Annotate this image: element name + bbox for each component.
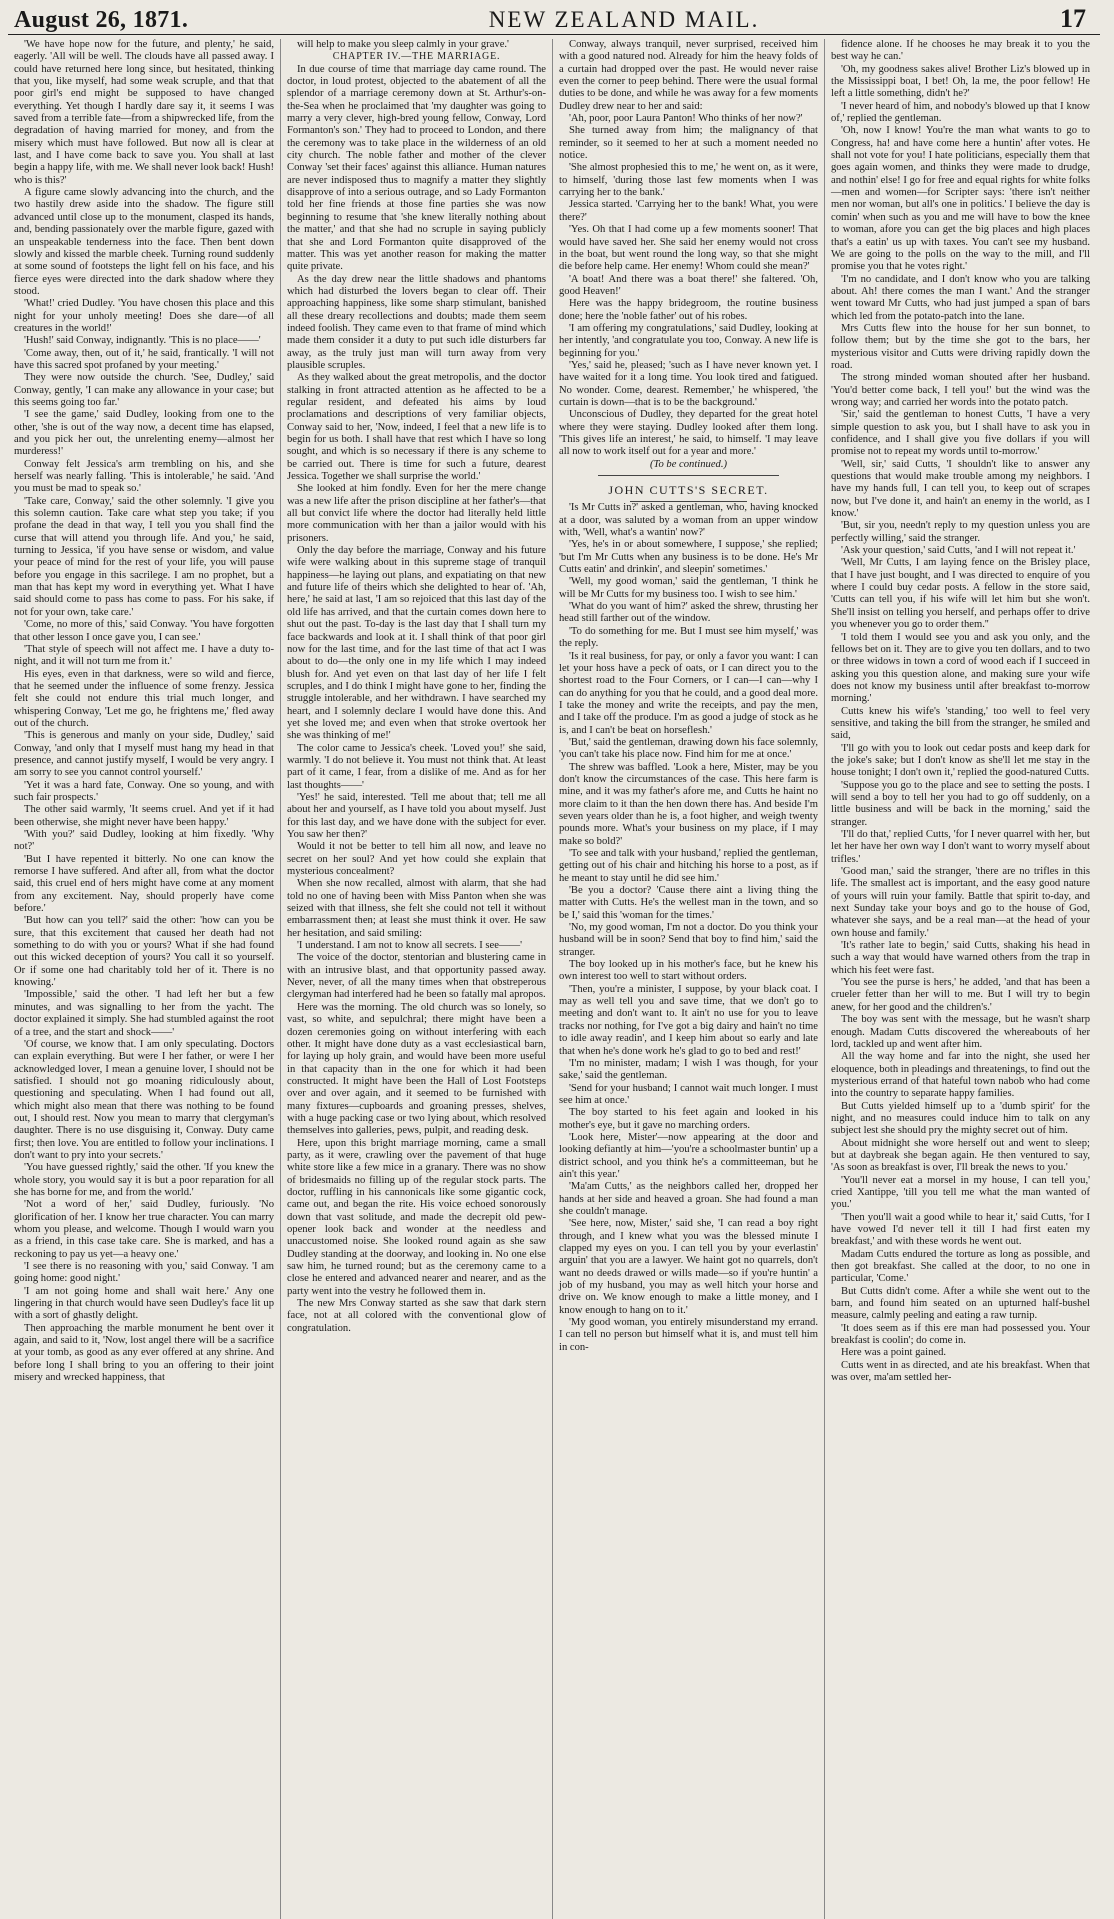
paragraph: 'I am not going home and shall wait here.' Any one lingering in that church would have seen Dudley's face lit up with a sort of ghastly delight. <box>14 1285 274 1322</box>
paragraph: Would it not be better to tell him all now, and leave no secret on her soul? And yet how could she explain that mysterious concealment? <box>287 841 546 878</box>
paragraph: 'I am offering my congratulations,' said Dudley, looking at her intently, 'and congratulate you too, Conway. A new life is beginning for you.' <box>559 322 818 359</box>
paragraph: fidence alone. If he chooses he may break it to you the best way he can.' <box>831 39 1090 63</box>
paragraph: 'Look here, Mister'—now appearing at the door and looking defiantly at him—'you're a schoolmaster buntin' up a district school, and you think he's a committeeman, but he ain't this year.' <box>559 1131 818 1180</box>
paragraph: 'Come away, then, out of it,' he said, frantically. 'I will not have this sacred spot profaned by your meeting.' <box>14 347 274 371</box>
paragraph: But Cutts yielded himself up to a 'dumb spirit' for the night, and no measures could induce him to talk on any subject lest she should pry the mighty secret out of him. <box>831 1100 1090 1137</box>
paragraph: The other said warmly, 'It seems cruel. And yet if it had been otherwise, she might never have been happy.' <box>14 804 274 828</box>
paragraph: 'Is Mr Cutts in?' asked a gentleman, who, having knocked at a door, was saluted by a woman from an upper window with, 'Well, what's a wantin' now?' <box>559 502 818 539</box>
columns-area <box>8 39 1100 1919</box>
paragraph: 'Come, no more of this,' said Conway. 'You have forgotten that other lesson I once gave you, I can see.' <box>14 619 274 643</box>
paragraph: She looked at him fondly. Even for her the mere change was a new life after the prison discipline at her father's—that all but convict life where the doctor had literally held little more communication with her than a jailor would with his prisoners. <box>287 483 546 544</box>
paragraph: Here was the morning. The old church was so lonely, so vast, so white, and sepulchral; there might have been a dozen ceremonies going on without interfering with each other. It might have done duty as a vast ecclesiastical barn, for laying up holy grain, and would have been more useful in that capacity than in the one for which it had been constructed. It might have been the Hall of Lost Footsteps over and over again, and it seemed to be furnished with many fixtures—cupboards and groaning presses, shelves, with a huge packing case or two lying about, which resolved themselves into galleries, pews, pulpit, and reading desk. <box>287 1001 546 1137</box>
paragraph: The new Mrs Conway started as she saw that dark stern face, not at all colored with the conventional glow of congratulation. <box>287 1298 546 1334</box>
paragraph: 'Well, my good woman,' said the gentleman, 'I think he will be Mr Cutts for my business too. I wish to see him.' <box>559 576 818 600</box>
paragraph: 'It's rather late to begin,' said Cutts, shaking his head in such a way that would have warned others from the trap in which his feet were fast. <box>831 940 1090 976</box>
masthead <box>8 4 1100 35</box>
paragraph: 'Yes,' said he, pleased; 'such as I have never known yet. I have waited for it a long time. You look tired and fatigued. No wonder. Come, dearest. Remember,' he whispered, 'the curtain is down—that is to be the background.' <box>559 359 818 408</box>
paragraph: 'Then you'll wait a good while to hear it,' said Cutts, 'for I have vowed I'd never tell it till I had first eaten my breakfast,' and with these words he went out. <box>831 1211 1090 1248</box>
paragraph: 'That style of speech will not affect me. I have a duty to-night, and it will not turn me from it.' <box>14 643 274 668</box>
paragraph: 'What!' cried Dudley. 'You have chosen this place and this night for your unholy meeting! Does she dare—of all creatures in the world!' <box>14 298 274 334</box>
paragraph: 'Ask your question,' said Cutts, 'and I will not repeat it.' <box>841 545 1076 557</box>
paragraph: 'Yet it was a hard fate, Conway. One so young, and with such fair prospects.' <box>14 779 274 803</box>
paragraph: 'I told them I would see you and ask you only, and the fellows bet on it. They are to give you ten dollars, and to two or three widows in town a cord of wood each if I succeed in asking you this question alone, and making sure your wife does not know my business until after breakfast to-morrow morning.' <box>831 631 1090 705</box>
paragraph: Cutts went in as directed, and ate his breakfast. When that was over, ma'am settled her- <box>831 1359 1090 1384</box>
column-1 <box>8 39 280 1919</box>
chapter-heading: CHAPTER IV.—THE MARRIAGE. <box>332 51 501 63</box>
paragraph: 'I understand. I am not to know all secrets. I see——' <box>297 940 523 952</box>
paragraph: She turned away from him; the malignancy of that reminder, so it seemed to her at such a moment needed no notice. <box>559 125 818 162</box>
paragraph: They were now outside the church. 'See, Dudley,' said Conway, gently, 'I can make any allowance in your case; but this seems going too far.' <box>14 372 274 408</box>
paragraph: will help to make you sleep calmly in your grave.' <box>297 39 509 50</box>
paragraph: 'Impossible,' said the other. 'I had left her but a few minutes, and was signalling to her from the yacht. The doctor explained it simply. She had stumbled against the root of a tree, and the start and shock——' <box>14 989 274 1038</box>
paragraph: The color came to Jessica's cheek. 'Loved you!' she said, warmly. 'I do not believe it. You must not think that. At least part of it came, I fear, from a dislike of me. And as for her last thoughts——' <box>287 742 546 791</box>
paragraph: 'I'm no minister, madam; I wish I was though, for your sake,' said the gentleman. <box>559 1057 818 1082</box>
paragraph: 'Then, you're a minister, I suppose, by your black coat. I may as well tell you and save time, that we don't go to meeting and don't want to. It ain't no use for you to leave tracks nor nothing, for I've got a big dairy and hain't no time to idle away readin', and I keep him about so early and late that when he's done work he's glad to go to bed and rest!' <box>559 983 818 1057</box>
paragraph: As they walked about the great metropolis, and the doctor stalking in front attracted attention as he affected to be a regular resident, and defeated his aims by loud proclamations and descriptions of very familiar objects, Conway said to her, 'Now, indeed, I feel that a new life is to begin for us both. I shall have that rest which I have so long sought, and which is so necessary if there is any scheme to be carried out. There is time for such a future, dearest Jessica. Together we shall surprise the world.' <box>287 372 546 483</box>
paragraph: 'What do you want of him?' asked the shrew, thrusting her head still farther out of the window. <box>559 601 818 625</box>
paragraph: The strong minded woman shouted after her husband. 'You'd better come back, I tell you!' but the wind was the wrong way; and carried her words into the potato patch. <box>831 372 1090 408</box>
paragraph: Madam Cutts endured the torture as long as possible, and then got breakfast. She called at the door, to no one in particular, 'Come.' <box>831 1248 1090 1285</box>
paragraph: The boy looked up in his mother's face, but he knew his own interest too well to start without orders. <box>559 959 818 983</box>
paragraph: 'Sir,' said the gentleman to honest Cutts, 'I have a very simple question to ask you, but I shall have to ask you in confidence, and I shall give you five dollars if you will promise not to repeat my words until to-morrow.' <box>831 409 1090 458</box>
story-title: JOHN CUTTS'S SECRET. <box>608 483 769 498</box>
paragraph: The voice of the doctor, stentorian and blustering came in with an intrusive blast, and that opportunity passed away. Never, never, of all the many times when that obstreperous clergyman had interfered had he been so fatally mal apropos. <box>287 952 546 1001</box>
paragraph: Jessica started. 'Carrying her to the bank! What, you were there?' <box>559 199 818 223</box>
paragraph: 'Well, Mr Cutts, I am laying fence on the Brisley place, that I have just bought, and I was directed to enquire of you where I could buy cedar posts. A fellow in the store said, 'Cutts can tell you, if his wife will let him but she won't. She'll insist on telling you herself, and perhaps offer to drive you whenever you go to order them.'' <box>831 557 1090 631</box>
paragraph: The shrew was baffled. 'Look a here, Mister, may be you don't know the circumstances of the case. This here farm is mine, and it was my father's afore me, and Cutts he haint no more claim to it than the hen down there has. And beside I'm seven years older than he is, a foot higher, and weigh twenty pounds more. What's your business on my place, if I may make so bold?' <box>559 761 818 847</box>
paragraph: 'Oh, now I know! You're the man what wants to go to Congress, ha! and have come here a huntin' after votes. He shall not vote for you! I hate politicians, especially them that goes again women, and thinks they were made to drudge, and nothin' else! I go for free and equal rights for white folks—men and women—for Scripter says: 'there isn't neither men nor woman, but all's one in politics.' I believe the day is comin' when such as you and me will have to bow the knee to woman, afore you can get the big places and high places that's a eatin' us up with taxes. You can't see my husband. We are going to the polls on the way to the mill, and I'll promise you that he votes right.' <box>831 125 1090 273</box>
paragraph: 'We have hope now for the future, and plenty,' he said, eagerly. 'All will be well. The clouds have all passed away. I could have returned here long since, but hesitated, thinking that you, like myself, had some weak scruple, and that that poor girl's end might be supposed to have changed everything. Yet though I hardly dare say it, it seems I was saved from a terrible fate—from a shipwrecked life, from the degradation of having married for money, and from the misery which must have followed. But now all is clear at last, and I have come back to save you. You shall at last begin a happy life, with me. We shall never look back! Hush! who is this?' <box>14 39 274 186</box>
paragraph: All the way home and far into the night, she used her eloquence, both in pleadings and threatenings, to find out the mysterious errand of that hateful town nabob who had come into the country to separate happy families. <box>831 1051 1090 1100</box>
paragraph: 'To do something for me. But I must see him myself,' was the reply. <box>559 625 818 650</box>
paragraph: 'I see the game,' said Dudley, looking from one to the other, 'she is out of the way now, a decent time has elapsed, and you pick her out, the unrelenting enemy—almost her murderess!' <box>14 409 274 458</box>
paragraph: As the day drew near the little shadows and phantoms which had disturbed the lovers began to clear off. Their approaching happiness, like some sharp stimulant, banished all these dreary recollections and doubts; made them seem indeed foolish. They came even to that frame of mind which made them consider it a duty to put such idle disturbers far away, as the truly just man will turn away from very plausible scruples. <box>287 273 546 371</box>
page-number: 17 <box>1059 4 1086 33</box>
paragraph: 'To see and talk with your husband,' replied the gentleman, getting out of his chair and hitching his horse to a post, as if he meant to stay until he did see him.' <box>559 848 818 884</box>
paragraph: Here was the happy bridegroom, the routine business done; here the 'noble father' out of his robes. <box>559 298 818 322</box>
paragraph: 'With you?' said Dudley, looking at him fixedly. 'Why not?' <box>14 829 274 853</box>
paragraph: 'Well, sir,' said Cutts, 'I shouldn't like to answer any questions that would make trouble among my neighbors. I have my hands full, I can tell you, to keep out of scrapes now, but I've done it, and hain't an enemy in the world, as I know.' <box>831 458 1090 520</box>
paragraph: The boy started to his feet again and looked in his mother's eye, but it gave no marching orders. <box>559 1107 818 1131</box>
paragraph: 'Good man,' said the stranger, 'there are no trifles in this life. The smallest act is important, and the easy good nature of yours will ruin your family. Battle that spirit to-day, and next Sunday take your boys and go to the house of God, whatever she says, and be a real man—at the head of your own house and family.' <box>831 866 1090 939</box>
paragraph: Conway, always tranquil, never surprised, received him with a good natured nod. Already for him the heavy folds of a curtain had dropped over the past. He would never raise even the corner to peep behind. There were the usual formal duties to be done, and while he was away for a few moments Dudley drew near to her and said: <box>559 39 818 112</box>
paragraph: Only the day before the marriage, Conway and his future wife were walking about in this supreme stage of tranquil happiness—he laying out plans, and expatiating on that new and future life of theirs which she delighted to hear of. 'Ah, here,' he said at last, 'I am so rejoiced that this last day of the old life has arrived, and that the curtain comes down here to shut out the past. To-day is the last day that I shall turn my face backwards and look at it. I shall think of that poor girl now for the last time, and for the last time of that act I was about to do—the only one in my life which I may indeed blush for. And yet even on that last day of her life I felt scruples, and I do think I might have gone to her, finding the struggle intolerable, and her withdrawn. I have searched my heart, and I solemnly declare I would have done this. And yet she loved me; and even when that stroke overtook her she was thinking of me!' <box>287 545 546 742</box>
paragraph: 'Oh, my goodness sakes alive! Brother Liz's blowed up in the Mississippi boat, I bet! Oh, la me, the poor fellow! He left a little something, didn't he?' <box>831 63 1090 100</box>
paragraph: 'Of course, we know that. I am only speculating. Doctors can explain everything. But were I her father, or were I her acknowledged lover, I mean a genuine lover, I should not be satisfied. I should not go moaning ridiculously about, questioning and speculating. When I had found out all, which might also mean that there was nothing to be found out, I should rest. Now you mean to marry that clergyman's daughter. There is no use disguising it, Conway. Duty came first; then love. You are entitled to follow your inclinations. I don't want to pry into your secrets.' <box>14 1038 274 1161</box>
paragraph: But Cutts didn't come. After a while she went out to the barn, and found him seated on an upturned half-bushel measure, calmly peeling and eating a raw turnip. <box>831 1285 1090 1322</box>
paragraph: When she now recalled, almost with alarm, that she had told no one of having been with Miss Panton when she was seized with that illness, she felt she could not tell it without embarrassment then; at least she must think it over. He saw her hesitation, and said smiling: <box>287 878 546 939</box>
column-4 <box>824 39 1096 1919</box>
paragraph: A figure came slowly advancing into the church, and the two hastily drew aside into the shadow. The figure still advanced until close up to the monument, clasped its hands, and, bending passionately over the marble figure, gazed with an unspeakable tenderness into the face. Then bent down slowly and kissed the marble cheek. Turning round suddenly at some sound of footsteps the light fell on his face, and his fierce eyes were directed into the dark shadow where they stood. <box>14 187 274 297</box>
paragraph: 'I never heard of him, and nobody's blowed up that I know of,' replied the gentleman. <box>831 100 1090 125</box>
column-3 <box>552 39 824 1919</box>
paragraph: 'Not a word of her,' said Dudley, furiously. 'No glorification of her. I know her true character. You can marry whom you please, and welcome. Though I would warn you as a friend, in this case take care. She is marked, and has a reckoning to pay us yet—a heavy one.' <box>14 1199 274 1260</box>
continued-note: (To be continued.) <box>650 458 727 470</box>
paragraph: 'My good woman, you entirely misunderstand my errand. I can tell no person but himself what it is, and must tell him in con- <box>559 1317 818 1353</box>
paragraph: 'Hush!' said Conway, indignantly. 'This is no place——' <box>24 335 261 347</box>
paragraph: 'But,' said the gentleman, drawing down his face solemnly, 'you can't take his place now. Find him for me at once.' <box>559 736 818 761</box>
paragraph: 'Ma'am Cutts,' as the neighbors called her, dropped her hands at her side and heaved a groan. She had found a man she couldn't manage. <box>559 1181 818 1217</box>
paragraph: Here was a point gained. <box>841 1347 947 1359</box>
paragraph: About midnight she wore herself out and went to sleep; but at daybreak she began again. He then ventured to say, 'As soon as breakfast is over, I'll break the news to you.' <box>831 1137 1090 1174</box>
paragraph: 'It does seem as if this ere man had possessed you. Your breakfast is coolin'; do come in. <box>831 1322 1090 1347</box>
paragraph: 'Ah, poor, poor Laura Panton! Who thinks of her now?' <box>569 113 803 125</box>
paragraph: Here, upon this bright marriage morning, came a small party, as it were, crawling over the pavement of that huge white store like a few mice in a granary. There was no show of bridesmaids no filling up of the regular stock parts. The doctor, ruffling in his cannonicals like some gigantic cock, came out, and began the rite. His voice echoed sonorously down that vast solitude, and made the decrepit old pew-opener look back and wonder at the needless and unaccustomed noise. She looked round again as she saw Dudley standing at the doorway, and looking in. No one else saw him, he turned round; but as the ceremony came to a close he entered and advanced nearer and nearer, and as the party went into the vestry he followed them in. <box>287 1137 546 1297</box>
paragraph: 'You have guessed rightly,' said the other. 'If you knew the whole story, you would say it is but a poor reparation for all she has borne for me, and from the world.' <box>14 1162 274 1198</box>
paragraph: 'Suppose you go to the place and see to setting the posts. I will send a boy to tell her you had to go off suddenly, on a little business and will be back in the morning,' said the stranger. <box>831 779 1090 828</box>
paragraph: 'See here, now, Mister,' said she, 'I can read a boy right through, and I knew what you was the blessed minute I clapped my eyes on you. I can tell you by your everlastin' arguin' that you are a lawyer. We haint got no quarrels, don't want no deeds drawed or wills made—so if you're huntin' a job of my husband, you may as well hitch your horse and drive on. We know enough to make a little money, and I know enough to hang on to it.' <box>559 1218 818 1316</box>
column-2 <box>280 39 552 1919</box>
paragraph: 'But I have repented it bitterly. No one can know the remorse I have suffered. And after all, from what the doctor said, this cruel end of hers might have come at any moment from any excitement. Nay, should properly have come before.' <box>14 853 274 915</box>
paragraph: 'This is generous and manly on your side, Dudley,' said Conway, 'and only that I myself must hang my head in that presence, and cannot justify myself, I would be very angry. I am sorry to see you cannot control yourself.' <box>14 730 274 779</box>
paragraph: 'Take care, Conway,' said the other solemnly. 'I give you this solemn caution. Take care what step you take; if you profane the dead in that way, I tell you you shall find the curse that will attend you through life. And you,' he said, turning to Jessica, 'if you have sense or wisdom, and value your peace of mind for the rest of your life, you will pause before you engage in this sacrilege. I am no prophet, but a man that has kept my word in everything yet. What I have said should come to pass has come to pass. For his sake, if not for your own, take care.' <box>14 495 274 618</box>
paragraph: Conway felt Jessica's arm trembling on his, and she herself was nearly falling. 'This is intolerable,' he said. 'And you must be mad to speak so.' <box>14 458 274 495</box>
paragraph: 'Yes, he's in or about somewhere, I suppose,' she replied; 'but I'm Mr Cutts when any business is to be done. He's Mr Cutts eatin' and drinkin', and sleepin' sometimes.' <box>559 539 818 576</box>
paragraph: Cutts knew his wife's 'standing,' too well to feel very sensitive, and taking the bill from the stranger, he smiled and said, <box>831 705 1090 742</box>
paragraph: Then approaching the marble monument he bent over it again, and said to it, 'Now, lost angel there will be a sacrifice at your tomb, as good as any ever offered at any shrine. And before long I shall bring to you an offering to their joint misery and wrecked happiness, that <box>14 1322 274 1384</box>
paragraph: The boy was sent with the message, but he wasn't sharp enough. Madam Cutts discovered the whereabouts of her lord, tackled up and went after him. <box>831 1014 1090 1050</box>
paragraph: 'No, my good woman, I'm not a doctor. Do you think your husband will be in soon? Send that boy to find him,' said the stranger. <box>559 922 818 958</box>
paragraph: 'Be you a doctor? 'Cause there aint a living thing the matter with Cutts. He's the wellest man in the town, and so be I,' said this 'woman for the times.' <box>559 885 818 921</box>
paragraph: 'Send for your husband; I cannot wait much longer. I must see him at once.' <box>559 1082 818 1106</box>
paragraph: 'Yes!' he said, interested. 'Tell me about that; tell me all about her and yourself, as I have told you about myself. Just for this last day, and we have done with the subject for ever. You saw her then?' <box>287 791 546 840</box>
paragraph: 'Yes. Oh that I had come up a few moments sooner! That would have saved her. She said her enemy would not cross in the boat, but went round the long way, so that she might die before help came. Her enemy! Whom could she mean?' <box>559 224 818 273</box>
issue-date: August 26, 1871. <box>14 7 189 33</box>
paragraph: 'But how can you tell?' said the other: 'how can you be sure, that this excitement that caused her death had not something to do with you or yours? What if she had found out this wicked deception of yours? You call it so yourself. Or if some one had charitably told her of it. There is no knowing.' <box>14 915 274 989</box>
paragraph: 'You'll never eat a morsel in my house, I can tell you,' cried Xantippe, 'till you tell me what the man wanted of you.' <box>831 1174 1090 1211</box>
paragraph: 'But, sir you, needn't reply to my question unless you are perfectly willing,' said the stranger. <box>831 520 1090 544</box>
paragraph: 'I'm no candidate, and I don't know who you are talking about. Ah! there comes the man I want.' And the stranger went toward Mr Cutts, who had just jumped a span of bars which led from the potato-patch into the lane. <box>831 273 1090 322</box>
paragraph: 'I see there is no reasoning with you,' said Conway. 'I am going home: good night.' <box>14 1261 274 1285</box>
paragraph: 'Is it real business, for pay, or only a favor you want: I can let your hoss have a peck of oats, or I can direct you to the shortest road to the Four Corners, or I can—I can—why I can do anything for you that he could, and a good deal more. I take the money and write the receipts, and pay the men, and I take off the produce. I'm as good a judge of stock as he is, and I can't be beat on horseflesh.' <box>559 650 818 736</box>
paragraph: 'You see the purse is hers,' he added, 'and that has been a crueler fetter than her will to me. But I will try to begin anew, for her good and the children's.' <box>831 977 1090 1013</box>
section-divider <box>598 475 779 476</box>
paragraph: In due course of time that marriage day came round. The doctor, in loud protest, objected to the abatement of all the splendor of a marriage ceremony down at St. Arthur's-on-the-Sea when he proclaimed that 'my daughter was going to marry a very clever, high-bred young fellow, Conway, Lord Formanton's son.' They had to proceed to London, and there the ceremony was to take place in the wilderness of an old city church. The noble father and mother of the clever Conway 'set their faces' against this alliance. Human natures are never indisposed thus to magnify a matter they slightly disapprove of into a serious outrage, and so Lady Formanton told her fine friends at those fine parties she was now beginning to resume that 'she knew literally nothing about the matter,' and that she had no scruple in saying publicly that she and Lord Formanton quite disapproved of the matter. This was yet another reason for making the matter quite private. <box>287 63 546 273</box>
paragraph: His eyes, even in that darkness, were so wild and fierce, that he seemed under the influence of some frenzy. Jessica felt she could not endure this trial much longer, and whispering Conway, 'Let me go, he frightens me,' fled away out of the church. <box>14 668 274 729</box>
paragraph: 'I'll go with you to look out cedar posts and keep dark for the joke's sake; but I don't know as she'll let me stay in the house tonight; I don't own it,' replied the good-natured Cutts. <box>831 742 1090 779</box>
paragraph: 'I'll do that,' replied Cutts, 'for I never quarrel with her, but let her have her own way I don't want to worry myself about trifles.' <box>831 829 1090 865</box>
paragraph: 'She almost prophesied this to me,' he went on, as it were, to himself, 'during those last few moments when I was carrying her to the bank.' <box>559 162 818 199</box>
paragraph: 'A boat! And there was a boat there!' she faltered. 'Oh, good Heaven!' <box>559 273 818 297</box>
paragraph: Unconscious of Dudley, they departed for the great hotel where they were staying. Dudley looked after them long. 'This gives life an interest,' he said, to himself. 'I may leave all now to work itself out for a year and more.' <box>559 409 818 458</box>
paragraph: Mrs Cutts flew into the house for her sun bonnet, to follow them; but by the time she got to the bars, her mysterious visitor and Cutts were driving rapidly down the road. <box>831 322 1090 371</box>
newspaper-title: NEW ZEALAND MAIL. <box>488 7 760 32</box>
